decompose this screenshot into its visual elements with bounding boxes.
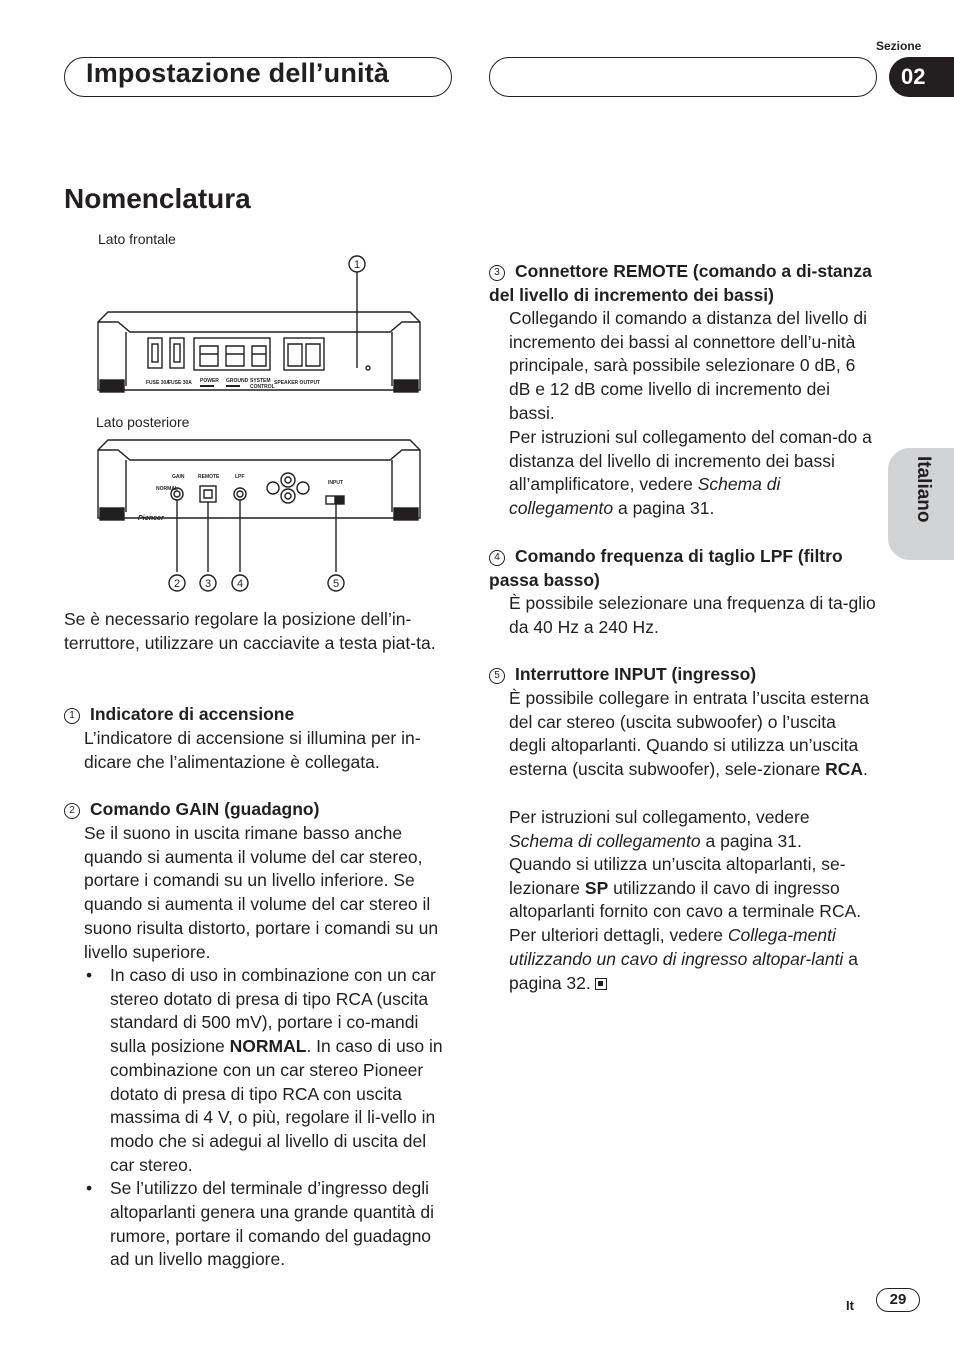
callout-2: 2 bbox=[173, 578, 181, 590]
input-label: INPUT bbox=[328, 480, 343, 486]
item-5-body-1: È possibile collegare in entrata l’uscita esterna del car stereo (uscita subwoofer) o l’uscita degli altoparlanti. Quando si utilizza un’uscita esterna (uscita subwoofer), sele-zionare RCA. bbox=[509, 688, 869, 780]
header-empty-frame bbox=[489, 57, 877, 97]
speaker-output-label: SPEAKER OUTPUT bbox=[274, 380, 321, 386]
lpf-label: LPF bbox=[235, 474, 245, 480]
section-label: Sezione bbox=[876, 39, 922, 53]
item-5-title: Interruttore INPUT (ingresso) bbox=[515, 664, 757, 684]
intro-paragraph: Se è necessario regolare la posizione dell’in-terruttore, utilizzare un cacciavite a testa piat-ta. bbox=[64, 609, 436, 653]
gain-label: GAIN bbox=[172, 474, 185, 480]
item-5-number: 5 bbox=[489, 668, 505, 684]
item-1-title: Indicatore di accensione bbox=[90, 704, 295, 724]
fuse-label-2: FUSE 30A bbox=[168, 380, 192, 386]
item-2-body: Se il suono in uscita rimane basso anche quando si aumenta il volume del car stereo, portare i comandi su un livello inferiore. Se quando si aumenta il volume del car stereo il suono risulta distorto, portare i comandi su un livello superiore. bbox=[84, 823, 439, 962]
item-3-body-1: Collegando il comando a distanza del livello di incremento dei bassi al connettore dell’u-nità principale, sarà possibile selezionare 0 dB, 6 dB e 12 dB come livello di incremento dei bassi. bbox=[509, 308, 867, 423]
chapter-title: Impostazione dell’unità bbox=[86, 58, 390, 88]
item-2-bullet-2: • Se l’utilizzo del terminale d’ingresso degli altoparlanti genera una grande quantità di rumore, portare il comando del guadagno ad un livello maggiore. bbox=[84, 1177, 454, 1272]
item-2-bullets bbox=[84, 964, 454, 1272]
item-3-body-2: Per istruzioni sul collegamento del coman-do a distanza del livello di incremento dei bassi all’amplificatore, vedere Schema di collegamento a pagina 31. bbox=[509, 427, 872, 519]
callout-5: 5 bbox=[332, 578, 340, 590]
ground-label: GROUND bbox=[226, 378, 249, 384]
item-4-body: È possibile selezionare una frequenza di ta-glio da 40 Hz a 240 Hz. bbox=[509, 593, 876, 637]
item-4-heading bbox=[489, 545, 875, 592]
item-1-number: 1 bbox=[64, 708, 80, 724]
control-label: CONTROL bbox=[250, 384, 275, 390]
fuse-label-1: FUSE 30A bbox=[146, 380, 170, 386]
rear-view-unit bbox=[98, 440, 420, 520]
footer-language-code: It bbox=[846, 1298, 854, 1313]
end-of-section-icon bbox=[595, 978, 607, 990]
callout-4: 4 bbox=[236, 578, 244, 590]
item-5-heading bbox=[489, 663, 875, 687]
item-3-title: Connettore REMOTE (comando a di-stanza del livello di incremento dei bassi) bbox=[489, 261, 872, 305]
section-title: Nomenclatura bbox=[64, 183, 251, 214]
item-3-heading bbox=[489, 260, 875, 307]
page-number: 29 bbox=[876, 1288, 920, 1312]
rear-view-caption: Lato posteriore bbox=[96, 414, 190, 430]
system-label: SYSTEM bbox=[250, 378, 271, 384]
item-2-number: 2 bbox=[64, 803, 80, 819]
front-view-caption: Lato frontale bbox=[98, 231, 176, 247]
item-2-heading bbox=[64, 798, 454, 822]
section-number-badge: 02 bbox=[889, 57, 954, 97]
normal-label: NORMAL bbox=[156, 486, 178, 492]
power-label: POWER bbox=[200, 378, 219, 384]
item-2-bullet-1: • In caso di uso in combinazione con un car stereo dotato di presa di tipo RCA (uscita standard di 500 mV), portare i co-mandi sulla posizione NORMAL. In caso di uso in combinazione con un car stereo Pioneer dotato di presa di tipo RCA con uscita massima di 4 V, o più, regolare il li-vello in modo che si adegui al livello di uscita del car stereo. bbox=[84, 964, 454, 1177]
item-1-body: L’indicatore di accensione si illumina per in-dicare che l’alimentazione è collegata. bbox=[84, 728, 421, 772]
item-3-number: 3 bbox=[489, 265, 505, 281]
callout-1: 1 bbox=[353, 259, 361, 271]
item-4-title: Comando frequenza di taglio LPF (filtro passa basso) bbox=[489, 546, 843, 590]
item-5-body-2: Per istruzioni sul collegamento, vedere Schema di collegamento a pagina 31. bbox=[509, 807, 810, 851]
item-1-heading bbox=[64, 703, 454, 727]
amplifier-diagram bbox=[90, 250, 450, 600]
callout-3: 3 bbox=[204, 578, 212, 590]
item-2-title: Comando GAIN (guadagno) bbox=[90, 799, 320, 819]
brand-logo: Pioneer bbox=[138, 515, 164, 522]
item-4-number: 4 bbox=[489, 550, 505, 566]
language-side-tab-label: Italiano bbox=[913, 456, 934, 523]
remote-label: REMOTE bbox=[198, 474, 220, 480]
item-5-body-3: Quando si utilizza un’uscita altoparlanti, se-lezionare SP utilizzando il cavo di ingresso altoparlanti fornito con cavo a terminale RCA. Per ulteriori dettagli, vedere Collega-menti utilizzando un cavo di ingresso altopar-lanti a pagina 32. bbox=[509, 854, 862, 993]
